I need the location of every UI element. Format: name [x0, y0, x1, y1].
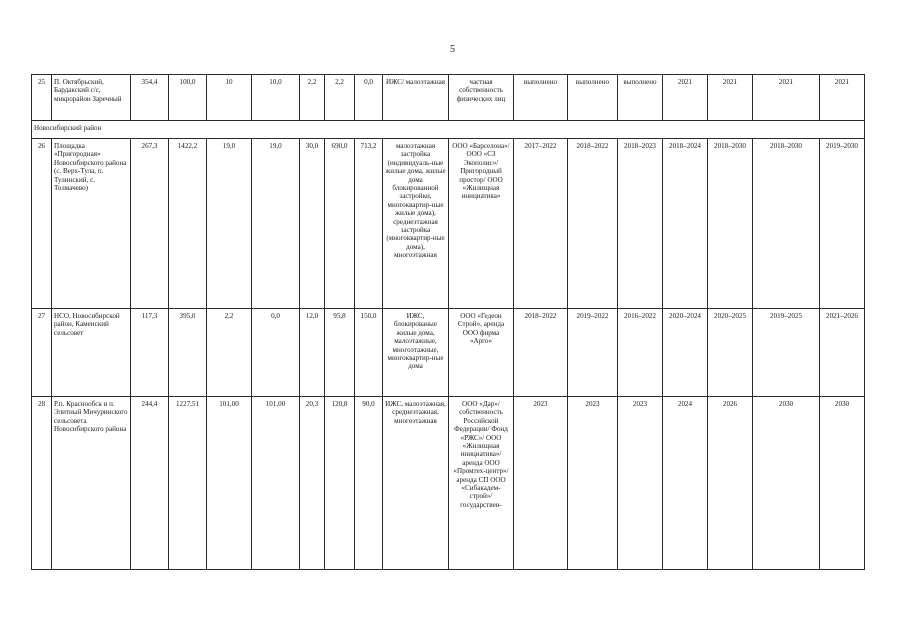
cell-year6: 2030 [753, 397, 820, 570]
cell-col7: 2,2 [300, 75, 325, 121]
ownership: ООО «Барселона»/ ООО «СЗ Экополис»/ Пригородный простор/ ООО «Жилищная инициатива» [449, 139, 514, 309]
table-row [32, 75, 865, 121]
cell-col5: 2,2 [207, 309, 252, 397]
cell-col6: 101,00 [252, 397, 300, 570]
cell-col4: 1227,51 [169, 397, 207, 570]
cell-year7: 2019–2030 [820, 139, 865, 309]
cell-col5: 101,00 [207, 397, 252, 570]
row-number: 25 [32, 75, 52, 121]
cell-col6: 19,0 [252, 139, 300, 309]
page-number: 5 [450, 44, 455, 55]
cell-col8: 95,8 [325, 309, 355, 397]
cell-year1: 2018–2022 [514, 309, 568, 397]
site-name: П. Октябрьский, Бардакский с/с, микрорайон Заречный [52, 75, 131, 121]
cell-col7: 30,0 [300, 139, 325, 309]
cell-col6: 0,0 [252, 309, 300, 397]
site-name: НСО, Новосибирской район, Каменский сельсовет [52, 309, 131, 397]
site-name: Р.п. Краснообск и п. Элитный Мичуринского сельсовета Новосибирского района [52, 397, 131, 570]
cell-year2: 2018–2022 [568, 139, 618, 309]
table-row [32, 397, 865, 570]
cell-col3: 117,3 [131, 309, 169, 397]
cell-year5: 2021 [708, 75, 753, 121]
cell-col4: 1422,2 [169, 139, 207, 309]
cell-col9: 0,0 [355, 75, 383, 121]
cell-col3: 244,4 [131, 397, 169, 570]
cell-year3: 2018–2023 [618, 139, 663, 309]
site-name: Площадка «Пригородная» Новосибирского района (с. Верх-Тула, п. Тулинский, с. Толмачево) [52, 139, 131, 309]
cell-year6: 2018–2030 [753, 139, 820, 309]
cell-col4: 100,0 [169, 75, 207, 121]
cell-col3: 354,4 [131, 75, 169, 121]
cell-year4: 2020–2024 [663, 309, 708, 397]
cell-col9: 90,0 [355, 397, 383, 570]
cell-year6: 2019–2025 [753, 309, 820, 397]
cell-col5: 19,0 [207, 139, 252, 309]
ownership: частная собственность физических лиц [449, 75, 514, 121]
table-row [32, 309, 865, 397]
building-type: ИЖС/ малоэтажная [383, 75, 449, 121]
cell-year2: 2019–2022 [568, 309, 618, 397]
cell-year7: 2021 [820, 75, 865, 121]
cell-col9: 150,0 [355, 309, 383, 397]
cell-year4: 2018–2024 [663, 139, 708, 309]
ownership: ООО «Дар»/ собственность Российской Федерации/ Фонд «РЖС»/ ООО «Жилищная инициатива»/ аренда ООО «Промтех-центр»/ аренда СП ООО «Сибакадем-строй»/ государствен- [449, 397, 514, 570]
sites-table [31, 74, 865, 570]
cell-col9: 713,2 [355, 139, 383, 309]
cell-year2: 2023 [568, 397, 618, 570]
cell-year3: выполнено [618, 75, 663, 121]
cell-col3: 267,3 [131, 139, 169, 309]
cell-year6: 2021 [753, 75, 820, 121]
cell-year1: 2023 [514, 397, 568, 570]
cell-year5: 2020–2025 [708, 309, 753, 397]
cell-year1: выполнено [514, 75, 568, 121]
cell-year2: выполнено [568, 75, 618, 121]
section-row [32, 121, 865, 139]
cell-col8: 120,8 [325, 397, 355, 570]
table-row [32, 139, 865, 309]
cell-col6: 10,0 [252, 75, 300, 121]
cell-col8: 690,0 [325, 139, 355, 309]
row-number: 26 [32, 139, 52, 309]
cell-year4: 2024 [663, 397, 708, 570]
cell-col8: 2,2 [325, 75, 355, 121]
cell-year5: 2018–2030 [708, 139, 753, 309]
section-title: Новосибирский район [32, 121, 865, 139]
cell-year3: 2016–2022 [618, 309, 663, 397]
cell-year4: 2021 [663, 75, 708, 121]
cell-col7: 12,0 [300, 309, 325, 397]
cell-year1: 2017–2022 [514, 139, 568, 309]
cell-col7: 20,3 [300, 397, 325, 570]
cell-year7: 2030 [820, 397, 865, 570]
cell-year7: 2021–2026 [820, 309, 865, 397]
building-type: ИЖС, малоэтажная, среднеэтажная, многоэтажная [383, 397, 449, 570]
cell-year5: 2026 [708, 397, 753, 570]
building-type: малоэтажная застройка (индивидуаль-ные жилые дома, жилые дома блокированной застройки, многоквартир-ные жилые дома), среднеэтажная застройка (многоквартир-ные дома), многоэтажная [383, 139, 449, 309]
row-number: 27 [32, 309, 52, 397]
cell-col5: 10 [207, 75, 252, 121]
cell-col4: 395,0 [169, 309, 207, 397]
cell-year3: 2023 [618, 397, 663, 570]
building-type: ИЖС, блокированые жилые дома, малоэтажные, многоэтажные, многоквартир-ные дома [383, 309, 449, 397]
ownership: ООО «Гедеон Строй», аренда ООО фирма «Арго» [449, 309, 514, 397]
row-number: 28 [32, 397, 52, 570]
